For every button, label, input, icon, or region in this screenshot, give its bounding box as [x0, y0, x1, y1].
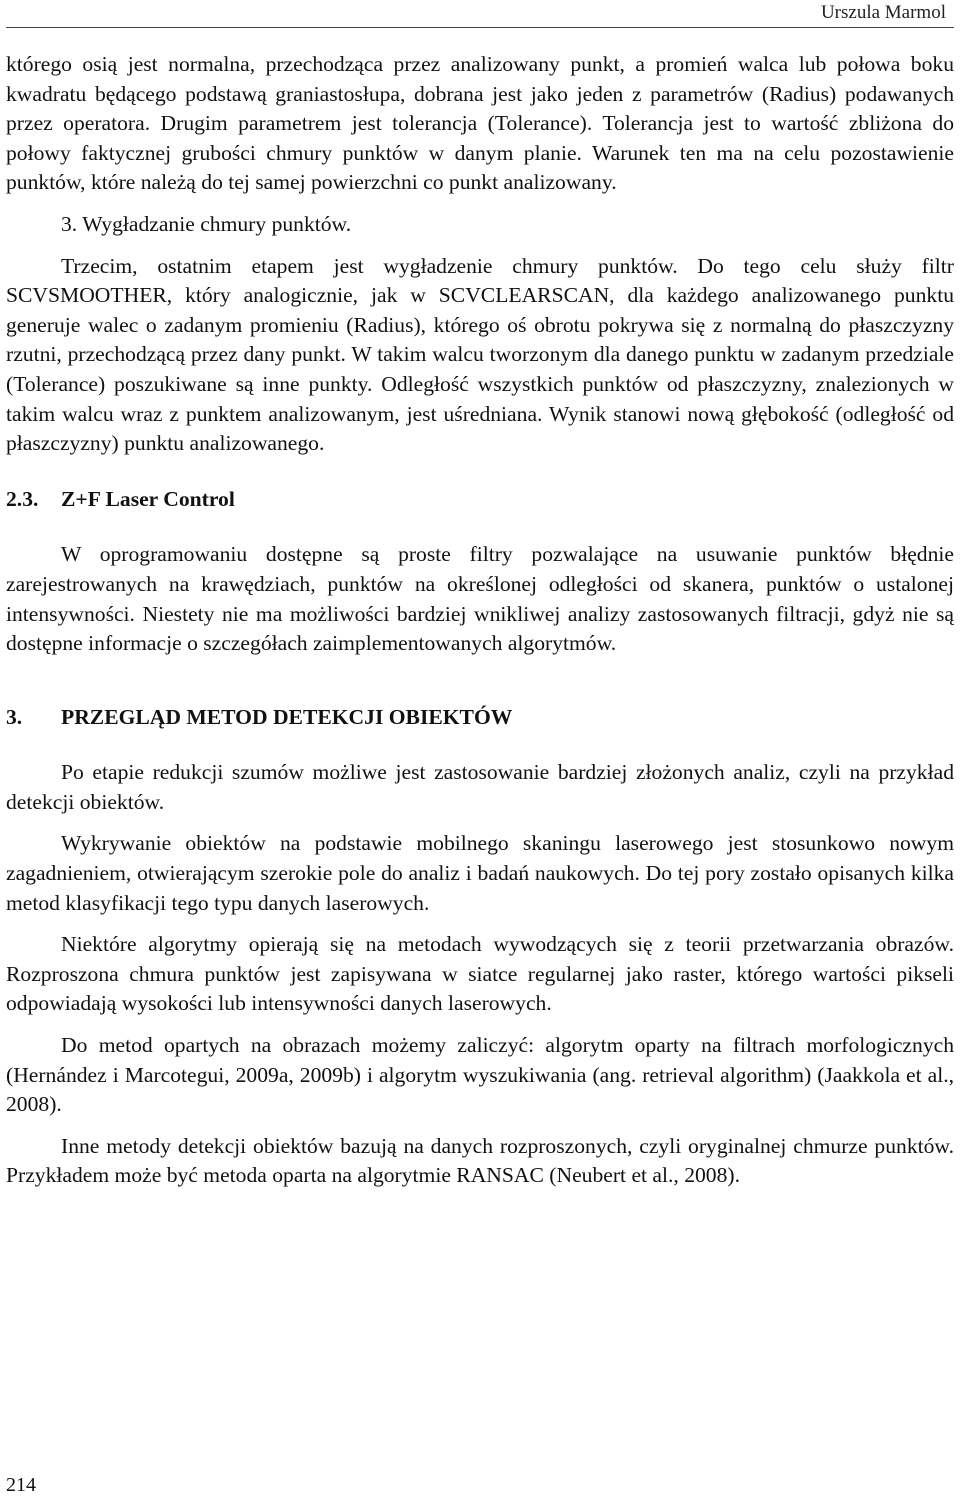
section-title: PRZEGLĄD METOD DETEKCJI OBIEKTÓW	[61, 704, 513, 729]
section-heading-3	[6, 703, 954, 733]
paragraph-radius-tolerance: którego osią jest normalna, przechodząca przez analizowany punkt, a promień walca lub połowa boku kwadratu będącego podstawą graniastosłupa, dobrana jest jako jeden z parametrów (Radius) podawanych przez operatora. Drugim parametrem jest tolerancja (Tolerance). Tolerancja jest to wartość zbliżona do połowy faktycznej grubości chmury punktów w danym planie. Warunek ten ma na celu pozostawienie punktów, które należą do tej samej powierzchni co punkt analizowany.	[6, 52, 954, 195]
section-title: Z+F Laser Control	[61, 486, 235, 511]
section-number: 3.	[6, 704, 23, 729]
page-body	[6, 50, 954, 1191]
section-heading-2-3	[6, 485, 954, 515]
running-header-author: Urszula Marmol	[820, 2, 946, 23]
paragraph-other-methods: Inne metody detekcji obiektów bazują na danych rozproszonych, czyli oryginalnej chmurze punktów. Przykładem może być metoda oparta na algorytmie RANSAC (Neubert et al., 2008).	[6, 1133, 954, 1188]
paragraph-mobile-scanning: Wykrywanie obiektów na podstawie mobilnego skaningu laserowego jest stosunkowo nowym zagadnieniem, otwierającym szerokie pole do analiz i badań naukowych. Do tej pory zostało opisanych kilka metod klasyfikacji tego typu danych laserowych.	[6, 831, 954, 915]
paragraph-smoothing: Trzecim, ostatnim etapem jest wygładzenie chmury punktów. Do tego celu służy filtr SCVSMOOTHER, który analogicznie, jak w SCVCLEARSCAN, dla każdego analizowanego punktu generuje walec o zadanym promieniu (Radius), którego oś obrotu pokrywa się z normalną do płaszczyzny rzutni, przechodzącą przez dany punkt. W takim walcu tworzonym dla danego punktu w zadanym przedziale (Tolerance) poszukiwane są inne punkty. Odległość wszystkich punktów od płaszczyzny, znalezionych w takim walcu wraz z punktem analizowanym, jest uśredniana. Wynik stanowi nową głębokość (odległość od płaszczyzny) punktu analizowanego.	[6, 253, 954, 456]
page-number: 214	[6, 1474, 36, 1496]
paragraph-object-detection-intro: Po etapie redukcji szumów możliwe jest zastosowanie bardziej złożonych analiz, czyli na przykład detekcji obiektów.	[6, 760, 954, 814]
paragraph-zf-laser-control: W oprogramowaniu dostępne są proste filtry pozwalające na usuwanie punktów błędnie zarejestrowanych na krawędziach, punktów na określonej odległości od skanera, punktów o ustalonej intensywności. Niestety nie ma możliwości bardziej wnikliwej analizy zastosowanych filtracji, gdyż nie są dostępne informacje o szczegółach zaimplementowanych algorytmów.	[6, 542, 954, 656]
list-item-smoothing: 3. Wygładzanie chmury punktów.	[61, 211, 352, 236]
header-rule	[6, 27, 954, 28]
section-number: 2.3.	[6, 486, 39, 511]
paragraph-image-methods: Do metod opartych na obrazach możemy zaliczyć: algorytm oparty na filtrach morfologicznych (Hernández i Marcotegui, 2009a, 2009b) i algorytm wyszukiwania (ang. retrieval algorithm) (Jaakkola et al., 2008).	[6, 1033, 954, 1117]
paragraph-image-algorithms: Niektóre algorytmy opierają się na metodach wywodzących się z teorii przetwarzania obrazów. Rozproszona chmura punktów jest zapisywana w siatce regularnej jako raster, którego wartości pikseli odpowiadają wysokości lub intensywności danych laserowych.	[6, 932, 954, 1016]
